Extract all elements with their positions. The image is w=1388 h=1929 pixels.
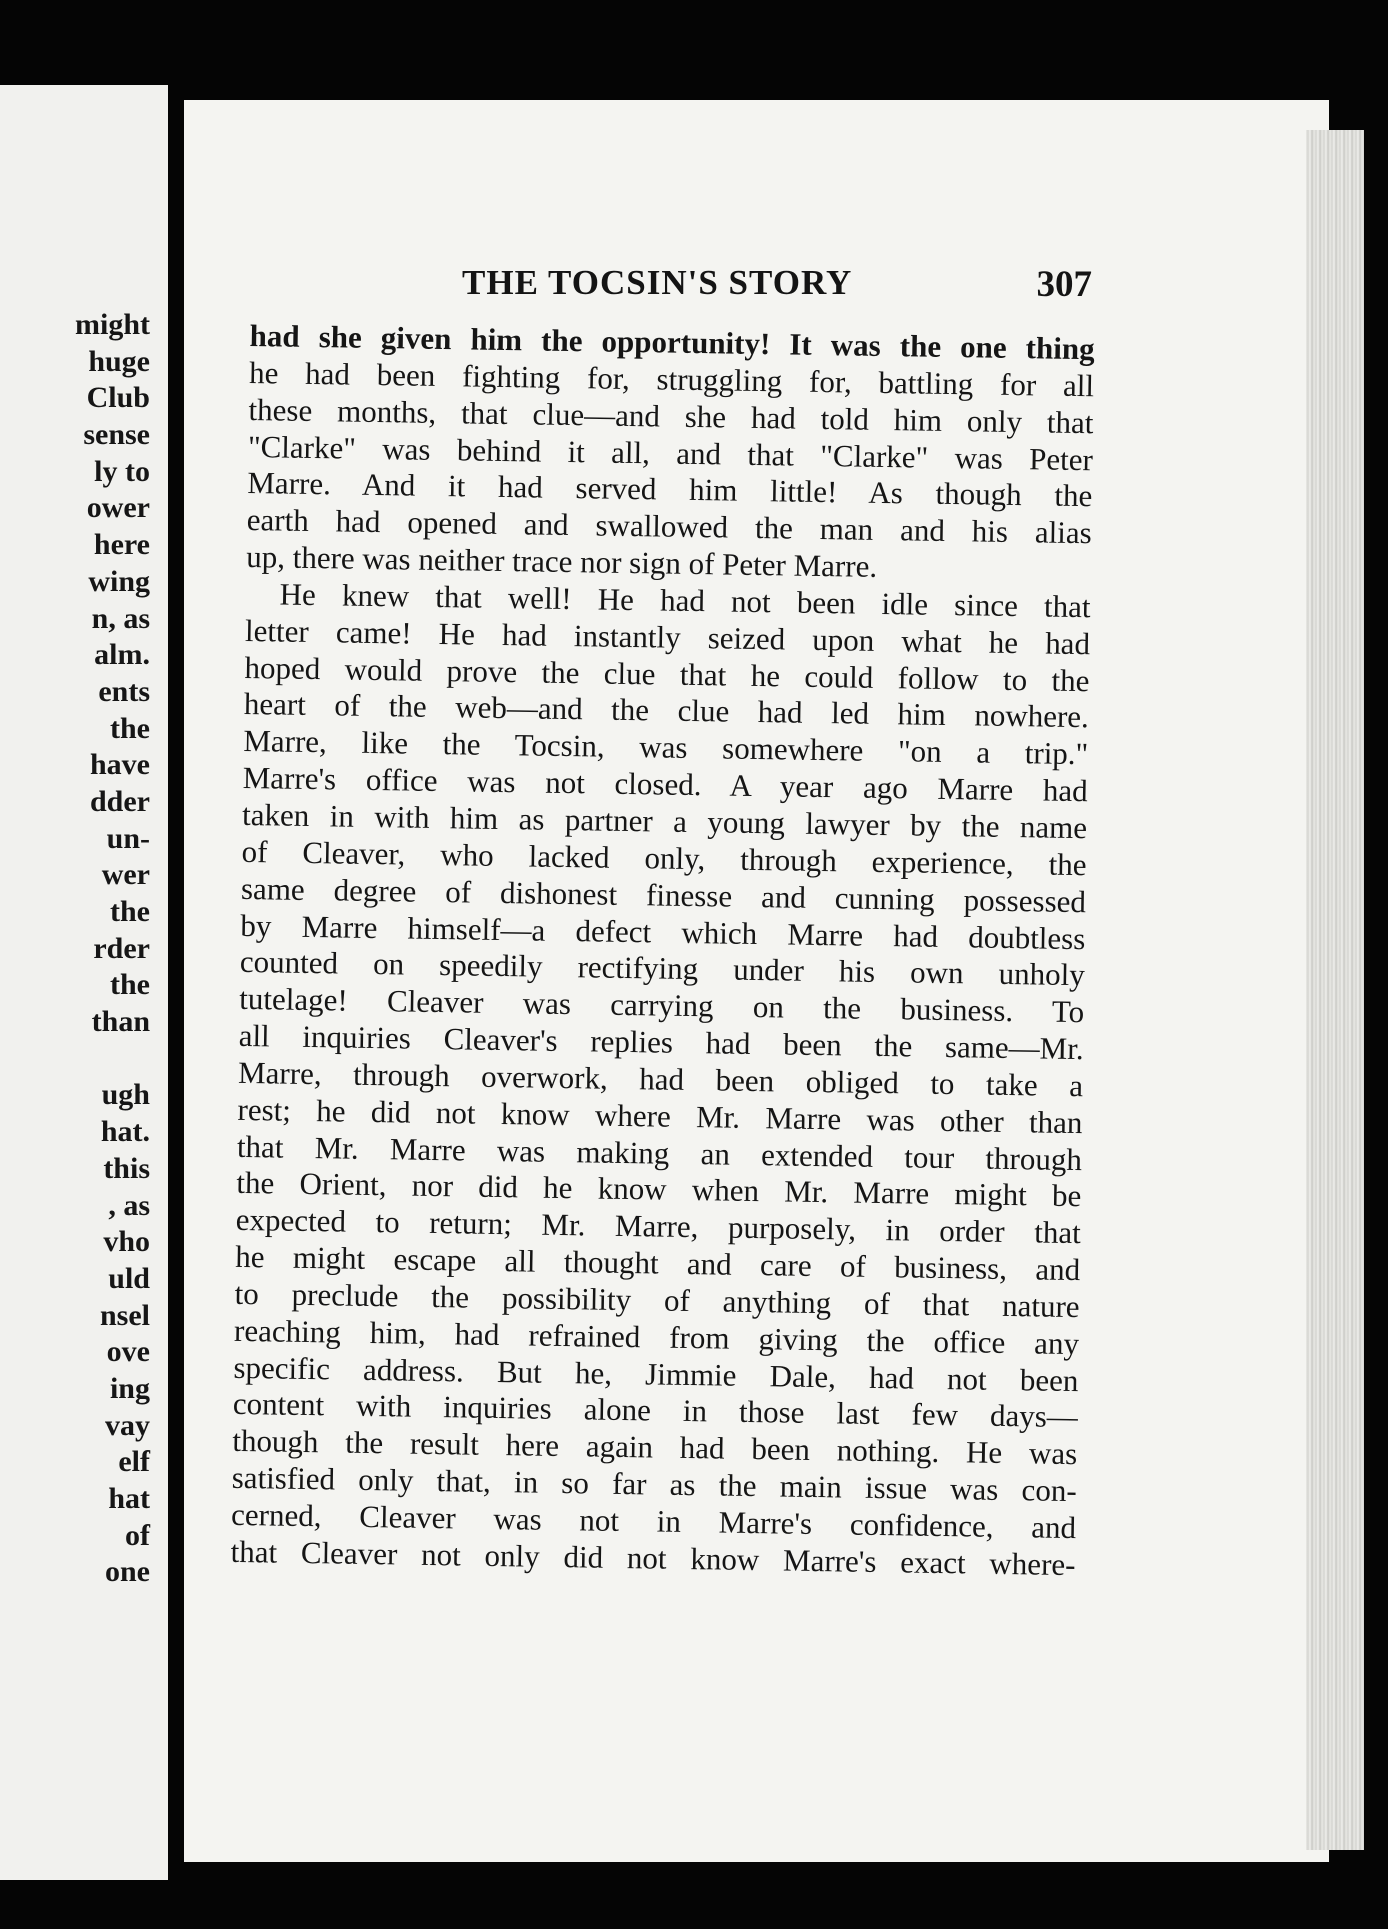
text-line: Marre. And it had served him little! As though the xyxy=(247,465,1093,514)
left-page-line: huge xyxy=(88,344,150,378)
text-line: earth had opened and swallowed the man and his alias xyxy=(246,502,1093,551)
left-page-line: , as xyxy=(108,1188,150,1222)
running-title: THE TOCSIN'S STORY xyxy=(462,263,853,302)
text-line: he had been fighting for, struggling for, battling for all xyxy=(248,354,1095,404)
left-page-line: one xyxy=(105,1555,150,1589)
text-line: tutelage! Cleaver was carrying on the business. To xyxy=(239,981,1085,1030)
left-page-line: vho xyxy=(103,1225,150,1259)
text-line: Marre, through overwork, had been obliged to take a xyxy=(237,1054,1084,1104)
text-line: Marre, like the Tocsin, was somewhere "on a trip." xyxy=(243,723,1089,772)
left-page-line: the xyxy=(110,968,150,1002)
left-page-line: might xyxy=(75,308,150,341)
text-line: had she given him the opportunity! It was the one thing xyxy=(249,318,1095,367)
text-line: taken in with him as partner a young lawyer by the name xyxy=(241,796,1088,846)
left-page-line: dder xyxy=(90,784,150,818)
left-page-line: Club xyxy=(86,381,150,415)
body-text xyxy=(230,318,1095,1584)
left-page-line: ing xyxy=(109,1371,150,1405)
text-line: letter came! He had instantly seized upon what he had xyxy=(244,612,1091,661)
left-page-line: the xyxy=(110,895,150,928)
text-line: reaching him, had refrained from giving the office any xyxy=(233,1312,1080,1361)
text-line: all inquiries Cleaver's replies had been the same—Mr. xyxy=(238,1017,1084,1067)
text-line: Marre's office was not closed. A year ago Marre had xyxy=(242,760,1088,809)
left-page-line: vay xyxy=(105,1408,150,1442)
text-line: hoped would prove the clue that he could follow to the xyxy=(244,649,1090,698)
left-page-line: sense xyxy=(83,418,150,452)
left-page-line: wer xyxy=(101,858,150,892)
text-line: "Clarke" was behind it all, and that "Clarke" was Peter xyxy=(247,428,1094,477)
text-line: content with inquiries alone in those last few days— xyxy=(232,1386,1079,1435)
text-line: counted on speedily rectifying under his own unholy xyxy=(239,944,1086,993)
left-page-line: ower xyxy=(86,491,150,525)
text-line: these months, that clue—and she had told him only that xyxy=(248,391,1094,440)
text-line: expected to return; Mr. Marre, purposely, in order that xyxy=(235,1202,1082,1251)
running-header xyxy=(282,263,1092,307)
text-line: satisfied only that, in so far as the main issue was con- xyxy=(231,1460,1077,1509)
text-line: rest; he did not know where Mr. Marre was other than xyxy=(237,1091,1083,1140)
left-page-line: hat xyxy=(108,1482,150,1515)
left-page-line: uld xyxy=(108,1261,150,1295)
left-page-line: this xyxy=(103,1151,150,1185)
left-page-line: un- xyxy=(106,821,150,855)
text-line: though the result here again had been nothing. He was xyxy=(232,1423,1078,1472)
left-page-line: elf xyxy=(118,1445,150,1479)
text-line: specific address. But he, Jimmie Dale, had not been xyxy=(233,1349,1079,1398)
left-page-line: n, as xyxy=(91,601,150,635)
text-line: the Orient, nor did he know when Mr. Marre might be xyxy=(236,1165,1082,1214)
text-line: of Cleaver, who lacked only, through experience, the xyxy=(241,833,1087,883)
left-page-line: the xyxy=(110,711,150,745)
left-page-line: ly to xyxy=(94,454,150,488)
text-line: same degree of dishonest finesse and cunning possessed xyxy=(240,870,1087,919)
page-edges xyxy=(1306,130,1364,1850)
text-line: He knew that well! He had not been idle since that xyxy=(279,576,1091,625)
text-line: by Marre himself—a defect which Marre had doubtless xyxy=(240,907,1086,956)
text-line: up, there was neither trace nor sign of Peter Marre. xyxy=(245,539,878,584)
left-page-line: nsel xyxy=(99,1298,150,1332)
left-page-line: ove xyxy=(106,1335,150,1369)
left-page-line xyxy=(75,1041,150,1078)
page-number: 307 xyxy=(1036,264,1092,305)
text-line: he might escape all thought and care of business, and xyxy=(234,1238,1081,1288)
left-facing-page xyxy=(0,85,168,1880)
left-page-line: rder xyxy=(93,931,150,965)
left-page-line: of xyxy=(125,1518,150,1552)
left-page-line: hat. xyxy=(100,1115,150,1149)
left-page-line: wing xyxy=(88,564,150,598)
left-page-line: here xyxy=(93,528,150,562)
text-line: cerned, Cleaver was not in Marre's confidence, and xyxy=(230,1496,1077,1546)
text-line: that Cleaver not only did not know Marre's exact where- xyxy=(230,1533,1076,1582)
left-page-line: alm. xyxy=(94,638,150,672)
left-page-line: ugh xyxy=(101,1078,150,1112)
text-line: heart of the web—and the clue had led him nowhere. xyxy=(243,686,1090,735)
left-page-line: have xyxy=(90,748,150,782)
text-line: that Mr. Marre was making an extended tour through xyxy=(236,1128,1083,1177)
left-page-line: ents xyxy=(98,674,150,708)
left-page-text xyxy=(75,307,150,1591)
left-page-line: than xyxy=(91,1005,150,1039)
text-line: to preclude the possibility of anything of that nature xyxy=(234,1275,1080,1325)
